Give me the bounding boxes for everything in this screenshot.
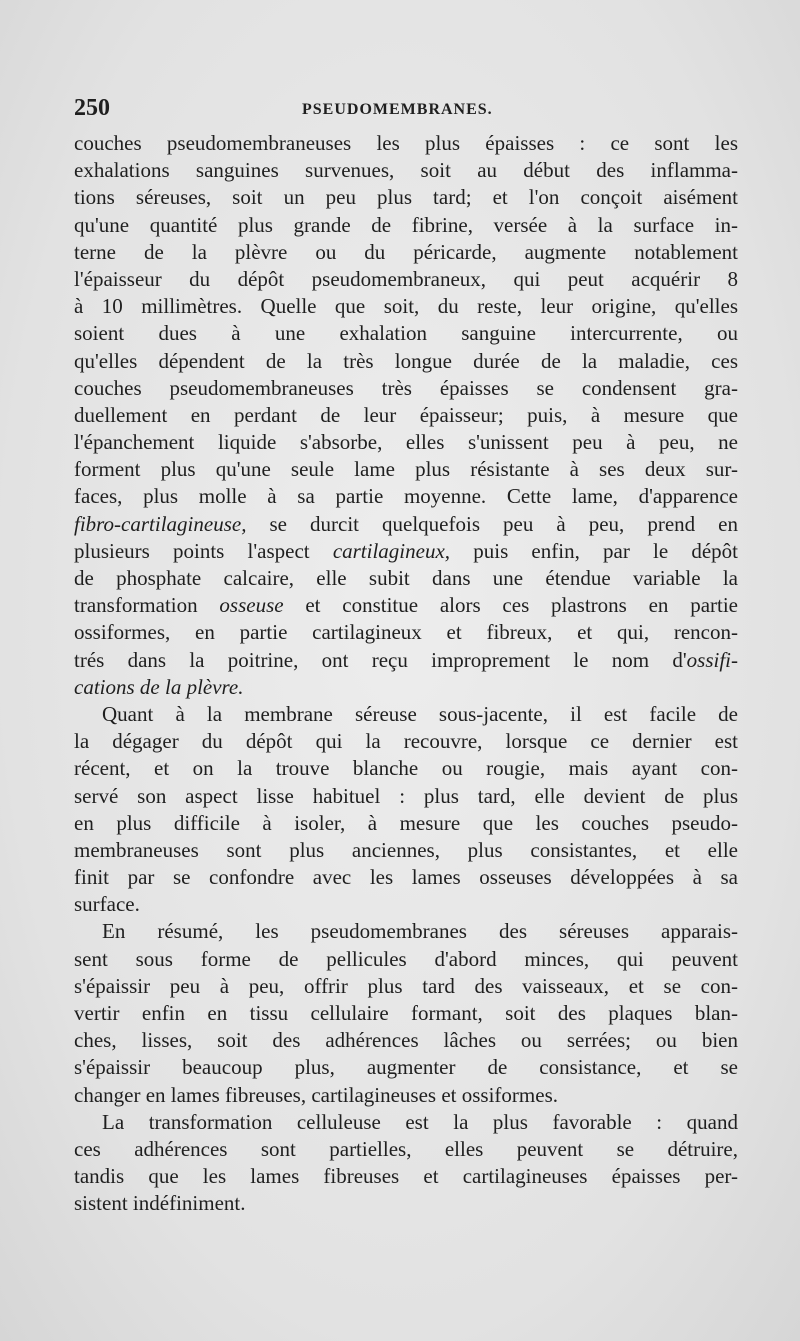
page-number: 250 — [74, 95, 110, 121]
text-line: l'épaisseur du dépôt pseudomembraneux, qui peut acquérir 8 — [74, 266, 738, 291]
text-line: s'épaissir peu à peu, offrir plus tard des vaisseaux, et se con- — [74, 973, 738, 998]
text-line: fibro-cartilagineuse, se durcit quelquefois peu à peu, prend en — [74, 511, 738, 536]
text-line: En résumé, les pseudomembranes des séreuses apparais- — [102, 919, 738, 944]
text-line: ossiformes, en partie cartilagineux et fibreux, et qui, rencon- — [74, 620, 738, 645]
text-line: couches pseudomembraneuses les plus épaisses : ce sont les — [74, 131, 738, 155]
running-head: PSEUDOMEMBRANES. — [302, 101, 493, 118]
text-line: couches pseudomembraneuses très épaisses se condensent gra- — [74, 375, 738, 400]
text-line: transformation osseuse et constitue alors ces plastrons en partie — [74, 593, 738, 618]
paragraph — [74, 1109, 738, 1218]
text-line: qu'elles dépendent de la très longue durée de la maladie, ces — [74, 348, 738, 373]
paragraph — [74, 918, 738, 1108]
text-line: s'épaissir beaucoup plus, augmenter de consistance, et se — [74, 1055, 738, 1080]
text-line: tions séreuses, soit un peu plus tard; et l'on conçoit aisément — [74, 185, 738, 210]
text-line: faces, plus molle à sa partie moyenne. Cette lame, d'apparence — [74, 484, 738, 509]
body-text — [74, 130, 738, 1218]
paragraph — [74, 701, 738, 919]
text-line: sistent indéfiniment. — [74, 1191, 246, 1216]
text-line: La transformation celluleuse est la plus favorable : quand — [102, 1109, 738, 1134]
text-line: finit par se confondre avec les lames osseuses développées à sa — [74, 865, 738, 890]
text-line: de phosphate calcaire, elle subit dans une étendue variable la — [74, 566, 738, 590]
text-line: plusieurs points l'aspect cartilagineux, puis enfin, par le dépôt — [74, 538, 738, 563]
text-line: forment plus qu'une seule lame plus résistante à ses deux sur- — [74, 457, 738, 482]
text-line: terne de la plèvre ou du péricarde, augmente notablement — [74, 239, 738, 264]
page-header — [74, 95, 738, 125]
text-line: tandis que les lames fibreuses et cartilagineuses épaisses per- — [74, 1164, 738, 1189]
text-line: ches, lisses, soit des adhérences lâches ou serrées; ou bien — [74, 1028, 738, 1053]
text-line: vertir enfin en tissu cellulaire formant, soit des plaques blan- — [74, 1001, 738, 1025]
text-line: duellement en perdant de leur épaisseur; puis, à mesure que — [74, 402, 738, 427]
text-line: Quant à la membrane séreuse sous-jacente, il est facile de — [102, 701, 738, 726]
text-line: exhalations sanguines survenues, soit au début des inflamma- — [74, 158, 738, 183]
text-line: membraneuses sont plus anciennes, plus consistantes, et elle — [74, 837, 738, 862]
text-line: cations de la plèvre. — [74, 674, 244, 699]
paragraph — [74, 130, 738, 701]
text-line: soient dues à une exhalation sanguine intercurrente, ou — [74, 321, 738, 346]
text-line: en plus difficile à isoler, à mesure que les couches pseudo- — [74, 810, 738, 835]
text-line: qu'une quantité plus grande de fibrine, versée à la surface in- — [74, 212, 738, 237]
text-line: l'épanchement liquide s'absorbe, elles s'unissent peu à peu, ne — [74, 430, 738, 455]
text-line: servé son aspect lisse habituel : plus tard, elle devient de plus — [74, 783, 738, 808]
text-line: ces adhérences sont partielles, elles peuvent se détruire, — [74, 1136, 738, 1161]
text-line: la dégager du dépôt qui la recouvre, lorsque ce dernier est — [74, 729, 738, 754]
text-line: changer en lames fibreuses, cartilagineuses et ossiformes. — [74, 1082, 558, 1107]
text-line: surface. — [74, 892, 140, 917]
text-line: trés dans la poitrine, ont reçu improprement le nom d'ossifi- — [74, 647, 738, 672]
text-line: sent sous forme de pellicules d'abord minces, qui peuvent — [74, 946, 738, 971]
text-line: récent, et on la trouve blanche ou rougie, mais ayant con- — [74, 756, 738, 781]
text-line: à 10 millimètres. Quelle que soit, du reste, leur origine, qu'elles — [74, 294, 738, 319]
